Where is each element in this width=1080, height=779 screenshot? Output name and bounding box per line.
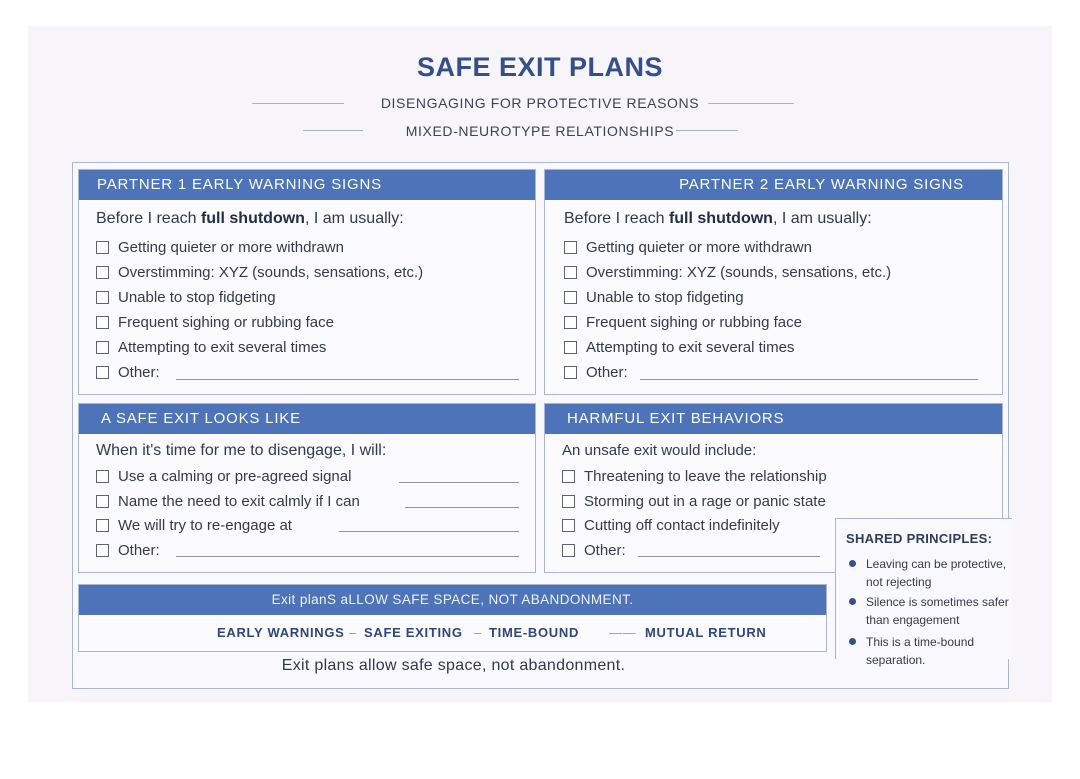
safe-exit-item[interactable]: Name the need to exit calmly if I can <box>96 492 360 510</box>
partner2-item[interactable]: Unable to stop fidgeting <box>564 288 744 306</box>
checkbox[interactable] <box>96 470 109 483</box>
principles-title: SHARED PRINCIPLES: <box>846 531 993 546</box>
checkbox[interactable] <box>96 341 109 354</box>
checkbox[interactable] <box>96 366 109 379</box>
checkbox[interactable] <box>96 519 109 532</box>
summary-banner <box>78 584 827 652</box>
principle-item: This is a time-bound separation. <box>866 633 1011 669</box>
partner2-intro: Before I reach full shutdown, I am usually: <box>564 210 872 227</box>
partner1-item[interactable]: Unable to stop fidgeting <box>96 288 276 306</box>
flow-step: TIME-BOUND <box>489 625 580 640</box>
checkbox[interactable] <box>96 544 109 557</box>
checkbox[interactable] <box>564 366 577 379</box>
safe-exit-section <box>78 403 536 573</box>
partner2-other[interactable]: Other: <box>564 363 628 381</box>
exit-flow <box>79 625 826 643</box>
flow-separator: – <box>349 625 357 640</box>
safe-exit-item[interactable]: We will try to re-engage at <box>96 516 292 534</box>
checkbox[interactable] <box>564 266 577 279</box>
divider <box>676 130 738 131</box>
partner1-item[interactable]: Attempting to exit several times <box>96 338 326 356</box>
harmful-exit-heading: HARMFUL EXIT BEHAVIORS <box>545 404 1002 434</box>
flow-separator: – <box>474 625 482 640</box>
write-in-line[interactable] <box>176 556 519 557</box>
partner2-item[interactable]: Attempting to exit several times <box>564 338 794 356</box>
partner1-item[interactable]: Getting quieter or more withdrawn <box>96 238 344 256</box>
subtitle-neurotype: MIXED-NEUROTYPE RELATIONSHIPS <box>405 123 675 139</box>
harmful-exit-item[interactable]: Threatening to leave the relationship <box>562 467 827 485</box>
checkbox[interactable] <box>564 316 577 329</box>
checkbox[interactable] <box>96 316 109 329</box>
checkbox[interactable] <box>96 266 109 279</box>
safe-exit-intro: When it's time for me to disengage, I will: <box>96 442 387 459</box>
harmful-exit-item[interactable]: Cutting off contact indefinitely <box>562 516 780 534</box>
divider <box>708 103 794 104</box>
checkbox[interactable] <box>562 495 575 508</box>
partner1-intro: Before I reach full shutdown, I am usually: <box>96 210 404 227</box>
partner1-other[interactable]: Other: <box>96 363 160 381</box>
checkbox[interactable] <box>564 341 577 354</box>
flow-separator: —— <box>609 625 637 640</box>
shared-principles <box>835 518 1012 667</box>
write-in-line[interactable] <box>405 507 519 508</box>
checkbox[interactable] <box>564 291 577 304</box>
checkbox[interactable] <box>96 495 109 508</box>
flow-step: MUTUAL RETURN <box>645 625 767 640</box>
checkbox[interactable] <box>562 519 575 532</box>
write-in-line[interactable] <box>339 531 519 532</box>
flow-step: SAFE EXITING <box>364 625 463 640</box>
write-in-line[interactable] <box>176 379 519 380</box>
safe-exit-heading: A SAFE EXIT LOOKS LIKE <box>79 404 535 434</box>
partner2-section <box>544 169 1003 395</box>
checkbox[interactable] <box>564 241 577 254</box>
partner2-item[interactable]: Frequent sighing or rubbing face <box>564 313 802 331</box>
partner1-heading: PARTNER 1 EARLY WARNING SIGNS <box>79 170 535 200</box>
checkbox[interactable] <box>562 544 575 557</box>
flow-step: EARLY WARNINGS <box>217 625 345 640</box>
partner2-item[interactable]: Overstimming: XYZ (sounds, sensations, etc.) <box>564 263 891 281</box>
bullet-icon <box>849 638 856 645</box>
bullet-icon <box>849 560 856 567</box>
page-title: SAFE EXIT PLANS <box>416 52 664 82</box>
checkbox[interactable] <box>96 291 109 304</box>
banner-headline: Exit planS aLLOW SAFE SPACE, NOT ABANDONMENT. <box>79 585 826 615</box>
harmful-exit-other[interactable]: Other: <box>562 541 626 559</box>
write-in-line[interactable] <box>640 379 978 380</box>
subtitle-protective: DISENGAGING FOR PROTECTIVE REASONS <box>380 95 700 111</box>
safe-exit-item[interactable]: Use a calming or pre-agreed signal <box>96 467 351 485</box>
partner1-item[interactable]: Overstimming: XYZ (sounds, sensations, etc.) <box>96 263 423 281</box>
checkbox[interactable] <box>96 241 109 254</box>
partner2-item[interactable]: Getting quieter or more withdrawn <box>564 238 812 256</box>
partner2-heading: PARTNER 2 EARLY WARNING SIGNS <box>545 170 1002 200</box>
partner1-section <box>78 169 536 395</box>
closing-statement: Exit plans allow safe space, not abandonment. <box>281 657 626 674</box>
harmful-exit-intro: An unsafe exit would include: <box>562 442 757 459</box>
write-in-line[interactable] <box>638 556 820 557</box>
write-in-line[interactable] <box>399 482 519 483</box>
principle-item: Leaving can be protective, not rejecting <box>866 555 1011 591</box>
bullet-icon <box>849 598 856 605</box>
partner1-item[interactable]: Frequent sighing or rubbing face <box>96 313 334 331</box>
principle-item: Silence is sometimes safer than engagement <box>866 593 1011 629</box>
safe-exit-other[interactable]: Other: <box>96 541 160 559</box>
checkbox[interactable] <box>562 470 575 483</box>
harmful-exit-item[interactable]: Storming out in a rage or panic state <box>562 492 826 510</box>
